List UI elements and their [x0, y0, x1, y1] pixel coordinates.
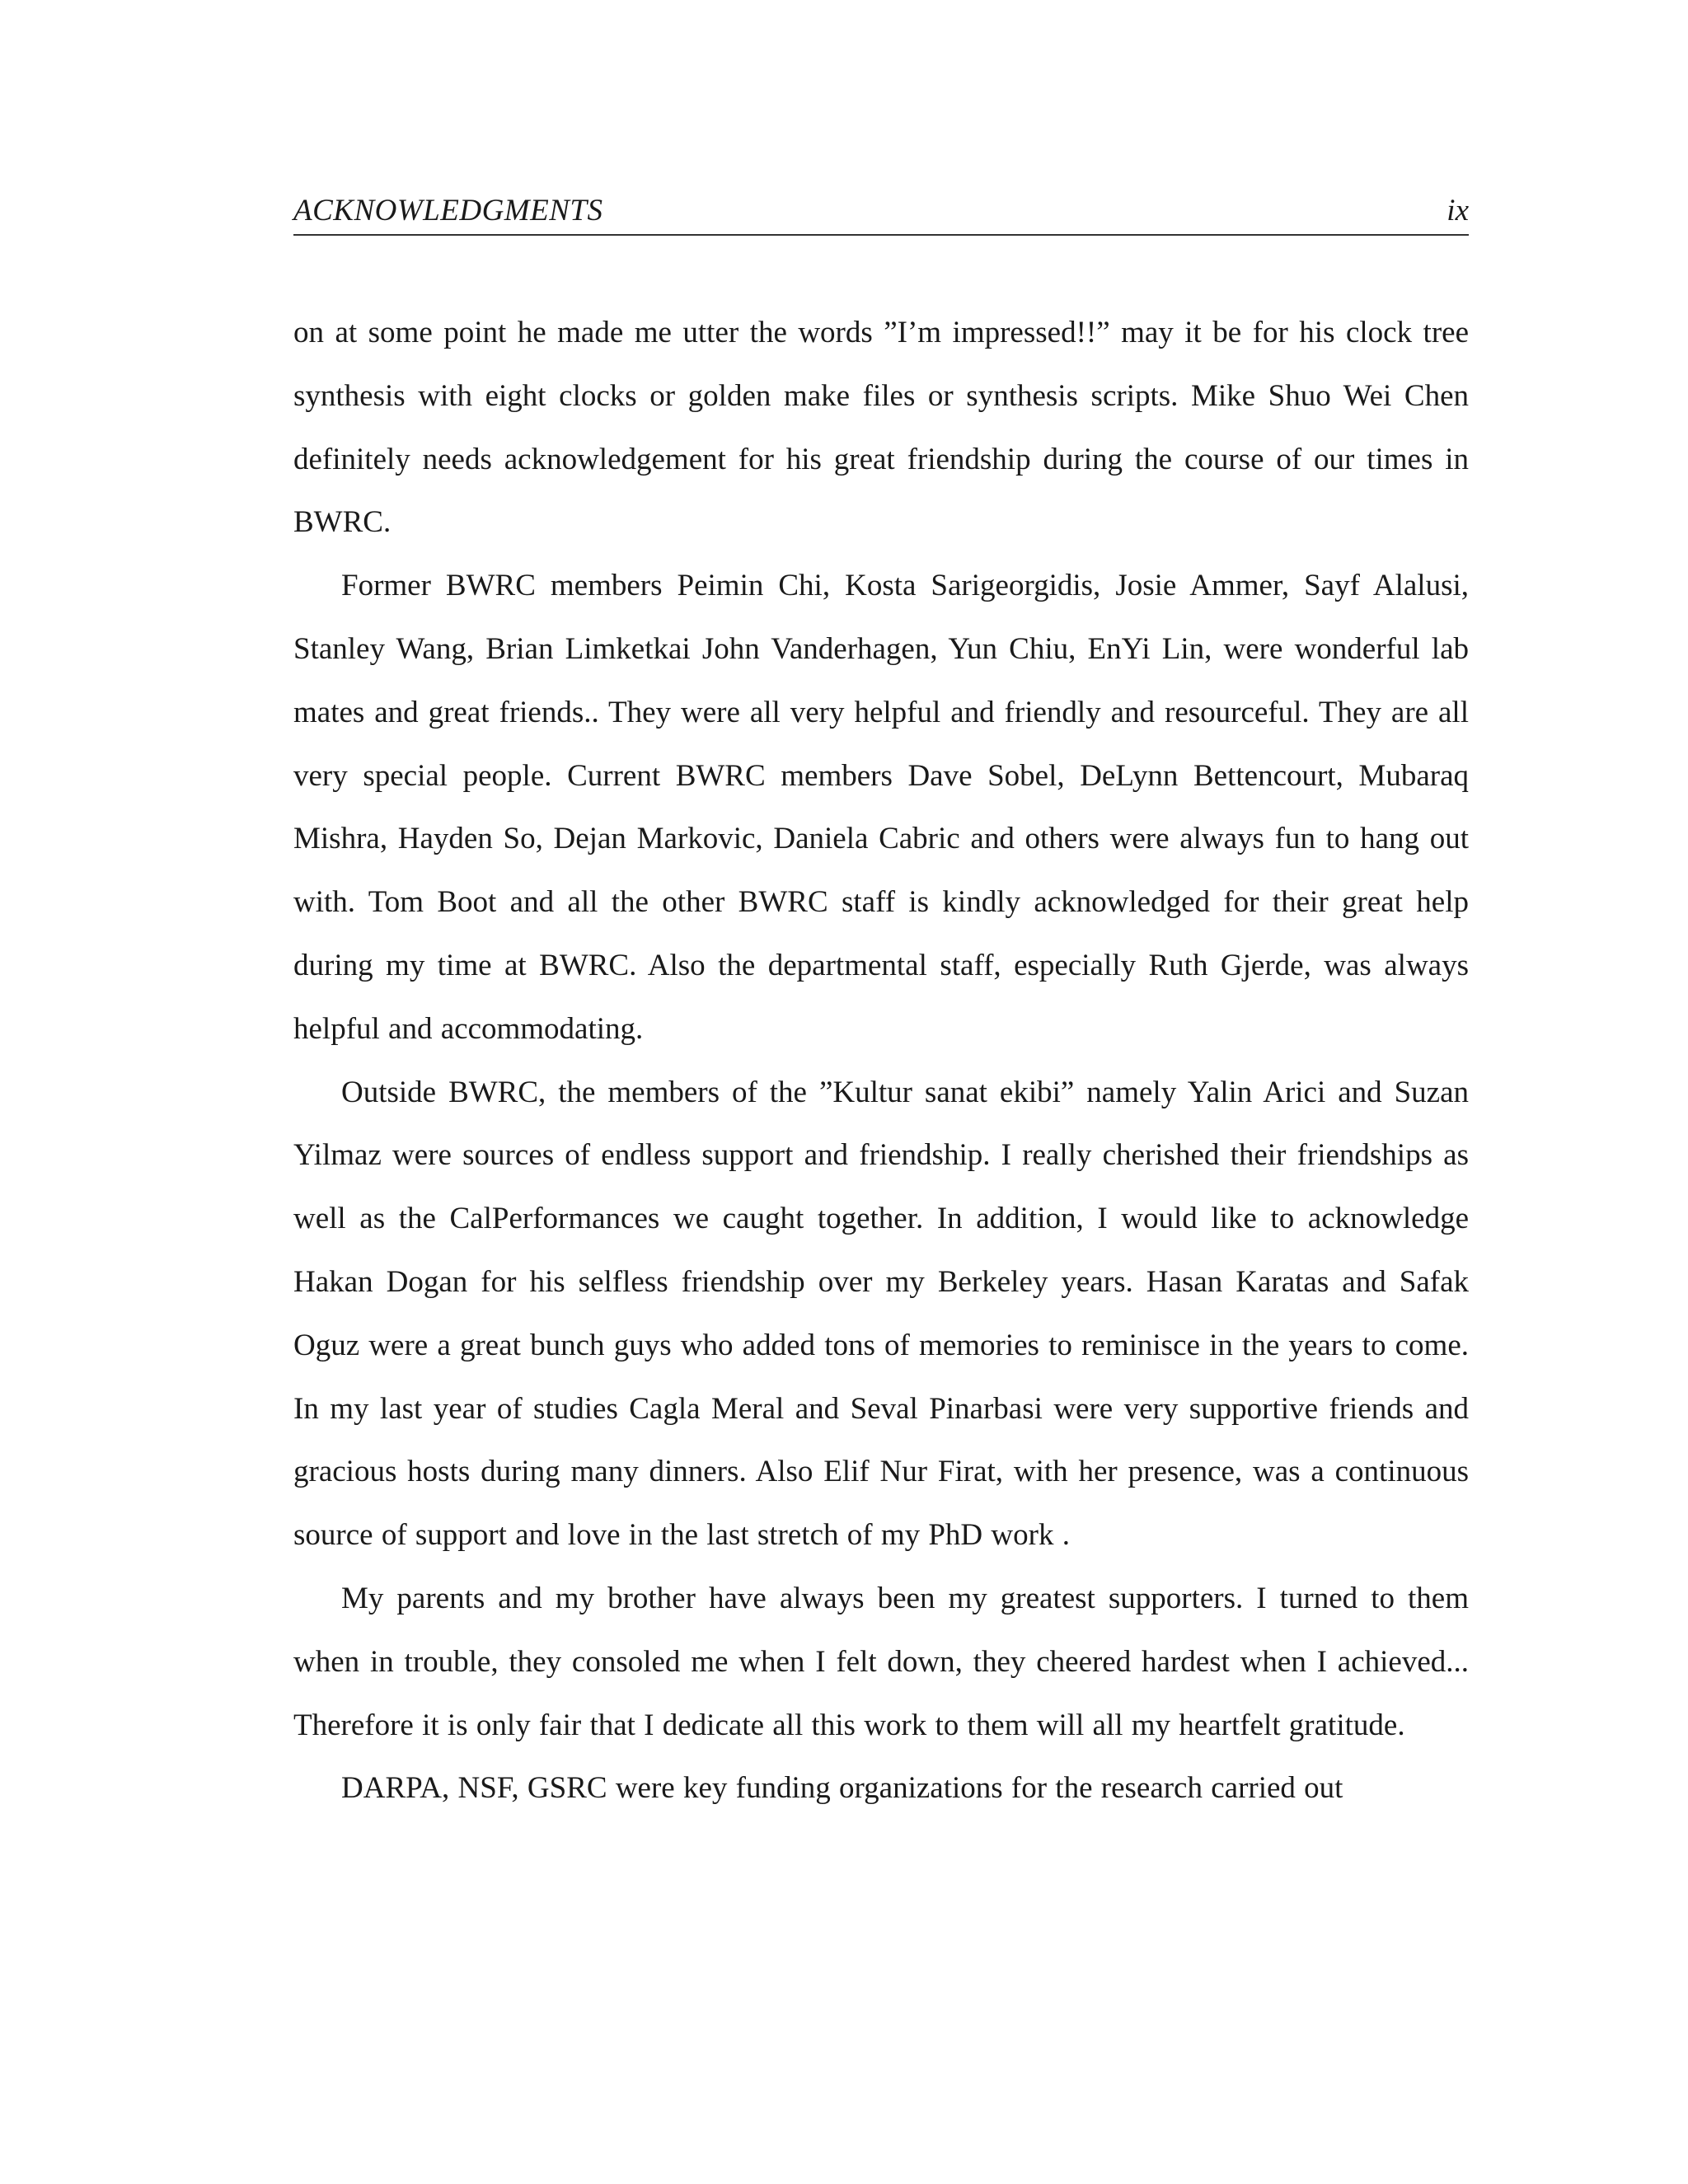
paragraph-family: My parents and my brother have always been my greatest supporters. I turned to them when in trouble, they consoled me when I felt down, they cheered hardest when I achieved... Therefore it is only fair that I dedicate all this work to them will all my heartfelt gratitude.: [293, 1581, 1469, 1742]
body-text: [293, 302, 1469, 1821]
page-number: ix: [1447, 194, 1469, 227]
paragraph-bwrc-members: Former BWRC members Peimin Chi, Kosta Sarigeorgidis, Josie Ammer, Sayf Alalusi, Stanley Wang, Brian Limketkai John Vanderhagen, Yun Chiu, EnYi Lin, were wonderful lab mates and great friends.. They were all very helpful and friendly and resourceful. They are all very special people. Current BWRC members Dave Sobel, DeLynn Bettencourt, Mubaraq Mishra, Hayden So, Dejan Markovic, Daniela Cabric and others were always fun to hang out with. Tom Boot and all the other BWRC staff is kindly acknowledged for their great help during my time at BWRC. Also the departmental staff, especially Ruth Gjerde, was always helpful and accommodating.: [293, 569, 1469, 1046]
paragraph-outside-bwrc: Outside BWRC, the members of the ”Kultur sanat ekibi” namely Yalin Arici and Suzan Yilmaz were sources of endless support and friendship. I really cherished their friendships as well as the CalPerformances we caught together. In addition, I would like to acknowledge Hakan Dogan for his selfless friendship over my Berkeley years. Hasan Karatas and Safak Oguz were a great bunch guys who added tons of memories to reminisce in the years to come. In my last year of studies Cagla Meral and Seval Pinarbasi were very supportive friends and gracious hosts during many dinners. Also Elif Nur Firat, with her presence, was a continuous source of support and love in the last stretch of my PhD work .: [293, 1075, 1469, 1553]
paragraph-continuation: on at some point he made me utter the words ”I’m impressed!!” may it be for his clock tree synthesis with eight clocks or golden make files or synthesis scripts. Mike Shuo Wei Chen definitely needs acknowledgement for his great friendship during the course of our times in BWRC.: [293, 316, 1469, 540]
document-page: [293, 0, 1469, 2184]
paragraph-funding: DARPA, NSF, GSRC were key funding organizations for the research carried out: [341, 1771, 1343, 1806]
running-header: [293, 191, 1469, 236]
section-title: ACKNOWLEDGMENTS: [293, 194, 603, 227]
